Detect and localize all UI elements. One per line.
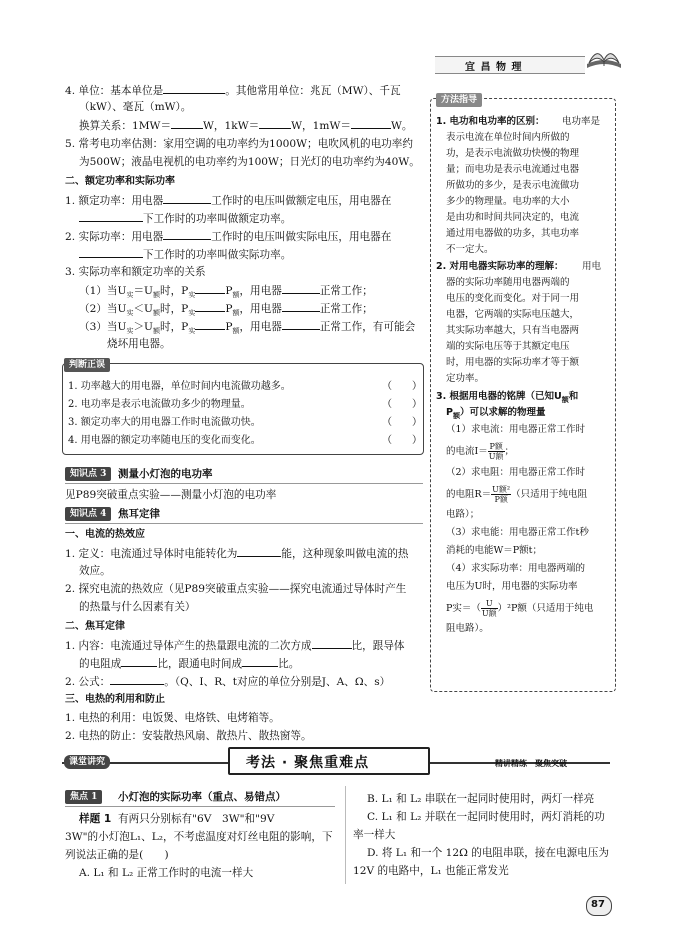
judge-item-4: 4. 用电器的额定功率随电压的变化而变化。 [68, 435, 261, 446]
calc-resistance-line2: 的电阻R＝ $\frac{\text{U额²}}{\text{P额}}$ （只适用于纯电阻 [446, 485, 588, 504]
calc-power-line3: P实＝（ $\frac{U}{\text{U额}}$ ）²P额（只适用于纯电 [446, 599, 594, 618]
relation-title: 3. 实际功率和额定功率的关系 [65, 266, 206, 278]
method-p2-text: 器的实际功率随用电器两端的 [446, 277, 570, 288]
actual-line1: 2. 实际功率：用电器 工作时的电压叫做实际电压，用电器在 [65, 231, 392, 243]
joule-line2: 的电阻成 比，跟通电时间成 比。 [79, 658, 300, 670]
heat-effect-title: 一、电流的热效应 [65, 529, 145, 540]
heat-explore-line1: 2. 探究电流的热效应（见P89突破重点实验——探究电流通过导体时产生 [65, 583, 407, 595]
method-p1-text: 不一定大。 [446, 244, 494, 255]
joule-line1: 1. 内容：电流通过导体产生的热量跟电流的二次方成 比，跟导体 [65, 640, 405, 652]
method-p2-text: 电器，它两端的实际电压越大， [446, 309, 580, 320]
method-p1-title: 1. 电功和电功率的区别： [436, 116, 545, 127]
focus-tag: 焦点 1 [65, 790, 102, 804]
book-icon [585, 42, 623, 72]
page-number: 87 [591, 899, 605, 910]
units-line2: （kW）、毫瓦（mW）。 [79, 101, 192, 113]
method-p2-text: 其实际功率越大，只有当电器两 [446, 325, 580, 336]
kp3-tag: 知识点 3 [65, 467, 111, 481]
method-p2-text: 定功率。 [446, 373, 485, 384]
judge-item-1: 1. 功率越大的用电器，单位时间内电流做功越多。 [68, 381, 291, 392]
method-p3-title-2: $P_额$）可以求解的物理量 [446, 407, 546, 420]
page-number-badge [586, 896, 612, 916]
option-a: A. L₁ 和 L₂ 正常工作时的电流一样大 [79, 867, 254, 879]
heat-use-line: 1. 电热的利用：电饭煲、电烙铁、电烤箱等。 [65, 712, 280, 724]
judge-mark-2[interactable]: （ ） [382, 399, 422, 410]
judge-item-2: 2. 电功率是表示电流做功多少的物理量。 [68, 399, 251, 410]
calc-energy-line2: 消耗的电能W＝P额t； [446, 545, 542, 556]
joule-formula-line: 2. 公式： 。（Q、I、R、t对应的单位分别是J、A、Ω、s） [65, 676, 391, 688]
kp4-title: 焦耳定律 [118, 508, 160, 520]
relation-case3-end: 烧坏用电器。 [107, 338, 171, 350]
calc-current-line2: 的电流I＝ $\frac{\text{P额}}{\text{U额}}$ ； [446, 442, 515, 461]
method-p1-text: 功，是表示电流做功快慢的物理 [446, 148, 580, 159]
example-line3: 列说法正确的是( ) [65, 849, 169, 861]
method-p1-text: 表示电流在单位时间内所做的 [446, 132, 570, 143]
method-p2-title: 2. 对用电器实际功率的理解： [436, 261, 564, 272]
banner-right: 精讲精练 聚焦突破 [495, 759, 567, 768]
banner-title: 考法 · 聚焦重难点 [246, 755, 370, 771]
method-p1-text: 通过用电器做的功多，其电功率 [446, 228, 580, 239]
heat-explore-line2: 的热量与什么因素有关） [79, 601, 196, 613]
units-line1: 4. 单位：基本单位是 。其他常用单位：兆瓦（MW）、千瓦 [65, 85, 401, 97]
header-bar [435, 56, 585, 74]
header-brand: 宜 昌 物 理 [465, 62, 523, 73]
estimate-line2: 为500W；液晶电视机的电功率约为100W；日光灯的电功率约为40W。 [79, 156, 420, 168]
example-line2: 3W"的小灯泡L₁、L₂，不考虑温度对灯丝电阻的影响，下 [65, 831, 333, 843]
judge-mark-4[interactable]: （ ） [382, 435, 422, 446]
estimate-line1: 5. 常考电功率估测：家用空调的电功率约为1000W；电吹风机的电功率约 [65, 138, 413, 150]
calc-power-line1: （4）求实际功率：用电器两端的 [446, 563, 586, 574]
method-p1-text: 量；而电功是表示电流通过电器 [446, 164, 580, 175]
kp3-title: 测量小灯泡的电功率 [118, 468, 213, 480]
banner-title-box [228, 747, 430, 775]
kp4-tag: 知识点 4 [65, 507, 111, 521]
calc-resistance-line3: 电路）； [446, 509, 480, 520]
judge-mark-3[interactable]: （ ） [382, 417, 422, 428]
option-c-line1: C. L₁ 和 L₂ 并联在一起同时使用时，两灯消耗的功 [367, 811, 605, 823]
method-p2-text: 时，用电器的实际功率才等于额 [446, 357, 580, 368]
method-p3-title: 3. 根据用电器的铭牌（已知$U_额$和 [436, 391, 579, 404]
relation-case2: （2）当$U_实<U_额$时，$P_实$ $P_额$，用电器 正常工作； [79, 303, 373, 318]
kp3-text: 见P89突破重点实验——测量小灯泡的电功率 [65, 489, 277, 501]
method-p2-text: 端的实际电压等于其额定电压 [446, 341, 570, 352]
focus-title: 小灯泡的实际功率（重点、易错点） [118, 791, 286, 803]
calc-power-line4: 阻电路）。 [446, 623, 489, 634]
method-p2-text: 电压的变化而变化。对于同一用 [446, 293, 580, 304]
option-d-line1: D. 将 L₁ 和一个 12Ω 的电阻串联，接在电源电压为 [367, 847, 609, 859]
joule-title: 二、焦耳定律 [65, 621, 125, 632]
option-d-line2: 12V 的电路中，L₁ 也能正常发光 [353, 865, 509, 877]
rated-line1: 1. 额定功率：用电器 工作时的电压叫做额定电压，用电器在 [65, 195, 392, 207]
relation-case3: （3）当$U_实>U_额$时，$P_实$ $P_额$，用电器 正常工作，有可能会 [79, 321, 416, 336]
method-p2-text: 用电 [582, 261, 602, 272]
heat-def-line2: 效应。 [79, 565, 111, 577]
actual-line2: 下工作时的功率叫做实际功率。 [79, 247, 291, 262]
heat-def-line1: 1. 定义：电流通过导体时电能转化为 能，这种现象叫做电流的热 [65, 548, 409, 560]
method-p1-text: 多少的物理量。电功率的大小 [446, 196, 570, 207]
units-line3: 换算关系：1MW＝ W，1kW＝ W，1mW＝ W。 [79, 120, 413, 132]
heat-prevent-line: 2. 电热的防止：安装散热风扇、散热片、散热窗等。 [65, 730, 312, 742]
judge-mark-1[interactable]: （ ） [382, 381, 422, 392]
relation-case1: （1）当$U_实=U_额$时，$P_实$ $P_额$，用电器 正常工作； [79, 285, 373, 300]
method-tag: 方法指导 [436, 93, 482, 107]
option-c-line2: 率一样大 [353, 829, 396, 841]
banner-left-tag: 课堂讲究 [64, 755, 110, 769]
rated-line2: 下工作时的功率叫做额定功率。 [79, 211, 291, 226]
calc-power-line2: 电压为U时，用电器的实际功率 [446, 581, 578, 592]
judge-item-3: 3. 额定功率大的用电器工作时电流做功快。 [68, 417, 261, 428]
calc-resistance-line1: （2）求电阻：用电器正常工作时 [446, 467, 586, 478]
method-p1-text: 电功率是 [562, 116, 601, 127]
method-p1-text: 所做功的多少，是表示电流做功 [446, 180, 580, 191]
judge-tag: 判断正误 [64, 358, 110, 372]
calc-current-line1: （1）求电流：用电器正常工作时 [446, 424, 586, 435]
section-rated-title: 二、额定功率和实际功率 [65, 176, 175, 187]
option-b: B. L₁ 和 L₂ 串联在一起同时使用时，两灯一样亮 [367, 793, 595, 805]
heat-use-title: 三、电热的利用和防止 [65, 694, 165, 705]
method-p1-text: 是由功和时间共同决定的，电流 [446, 212, 580, 223]
example-line1: 样题 1 有两只分别标有"6V 3W"和"9V [79, 813, 275, 825]
calc-energy-line1: （3）求电能：用电器正常工作t秒 [446, 527, 589, 538]
